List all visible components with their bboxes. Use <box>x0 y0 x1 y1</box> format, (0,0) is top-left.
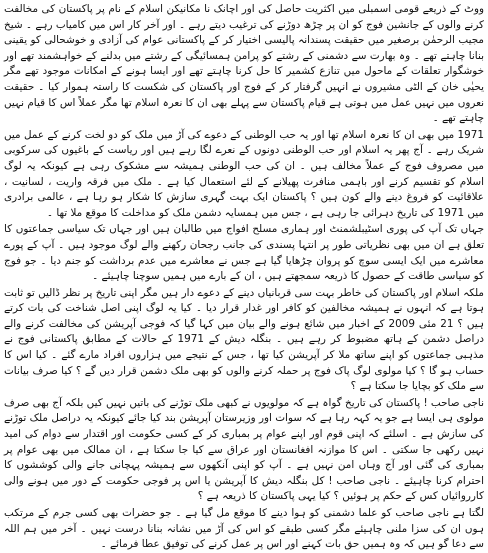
paragraph-5: ناجی صاحب ! پاکستان کی تاریخ گواہ ہے کہ مولویوں نے کبھی ملک توڑنے کی باتیں نہیں کیں بلکہ آج بھی صرف مولوی ہی ایسا ہے جو یہ کہہ رہا ہے کہ سوات اور وزیرستان آپریشن بند کیا جائے کیونکہ یہ دراصل ملک توڑنے کی سازش ہے ۔ اسلئے کہ اپنی قوم اور اپنے عوام پر بمباری کر کے کسی حکومت اور اقتدار سے دوام کی امید نہیں رکھی جا سکتی ۔ اس کا موازنہ افغانستان اور عراق سے کیا جا سکتا ہے ، ان ممالک میں بھی عوام پر بمباری کی گئی اور آج وہاں امن نہیں ہے ۔ آپ کو اپنی آنکھوں سے ہمیشہ پہچانی جانے والی کوششوں کا احترام کرنا چاہیئے ۔ ناجی صاحب ! کل بنگلہ دیش کا آپریشن یا اس پر فوجی حکومت کے دور میں ہونے والی کارروائیاں کس کے حکم پر ہوئیں ؟ کیا یہی پاکستان کا ذریعہ ہے ؟ <box>4 396 484 503</box>
paragraph-1: ووٹ کے ذریعے قومی اسمبلی میں اکثریت حاصل کی اور اچانک نا مکانیکن اسلام کے نام پر پاکستان کی مخالفت کرنے والوں کے جانشین فوج کو ان پر چڑھ دوڑنے کی ترغیب دیتے رہے ۔ اور آخر کار اس میں کامیاب رہے ۔ شیخ مجیب الرحمٰن برصغیر میں حقیقت پسندانہ پالیسی اختیار کر کے پاکستانی عوام کی آزادی و خوشحالی کو یقینی بنانا چاہتے تھے ۔ وہ بھارت سے دشمنی کے رشتے کو پرامن ہمسائیگی کے رشتے میں بدلنے کے خواہشمند تھے اور خوشگوار تعلقات کے ماحول میں تنازع کشمیر کا حل کرنا چاہتے تھے اور ایسا ہونے کے امکانات موجود تھے مگر یحیٰی خان کے الٹی مشیروں نے انہیں گرفتار کر کے فوج اور پاکستان کی شکست کا راستہ ہموار کیا ۔ حقیقت نعروں میں نہیں عمل میں ہوتی ہے قیام پاکستان سے پہلے بھی ان کا نعرہ اسلام تھا مگر عملاً اس کا قیام نہیں چاہتے تھے ۔ <box>4 3 484 125</box>
paragraph-2: 1971 میں بھی ان کا نعرہ اسلام تھا اور یہ حب الوطنی کے دعوے کی آڑ میں ملک کو دو لخت کرنے کے عمل میں شریک رہے ۔ آج پھر یہ اسلام اور حب الوطنی دونوں کے نعرے لگا رہے ہیں اور ریاست کے باغیوں کی سرکوبی میں مصروف فوج کے عملاً مخالف ہیں ۔ ان کی حب الوطنی ہمیشہ سے مشکوک رہی ہے کیونکہ یہ لوگ اسلام کو تقسیم کرنے اور باہمی منافرت پھیلانے کے لئے استعمال کیا ہے ۔ ملک میں فرقہ واریت ، لسانیت ، علاقائیت کو فروغ دینے والے کون ہیں ؟ پاکستان ایک بہت گہری سازش کا شکار ہو رہا ہے ، عالمی برادری میں 1971 کی تاریخ دہرائی جا رہی ہے ، جس میں ہمسایہ دشمن ملک کو مداخلت کا موقع ملا تھا ۔ <box>4 128 484 219</box>
paragraph-6: لگتا ہے ناجی صاحب کو علما دشمنی کو ہوا دینے کا موقع مل گیا ہے ۔ جو حضرات بھی کسی جرم کے مرتکب ہوں ان کی سزا ملنی چاہیئے مگر کسی طبقے کو اس کی آڑ میں نشانہ بنانا درست نہیں ۔ آخر میں ہم اللہ سے دعا گو ہیں کہ وہ ہمیں حق بات کہنے اور اس پر عمل کرنے کی توفیق عطا فرمائے ۔ <box>4 507 484 551</box>
paragraph-4: ملکہ اسلام اور پاکستان کی خاطر بہت سی قربانیاں دینے کے دعوے دار ہیں مگر اپنی تاریخ پر نظر ڈالیں تو ثابت ہوتا ہے کہ انہوں نے ہمیشہ مخالفین کو کافر اور غدار قرار دیا ۔ کیا یہ لوگ اپنی اصل شناخت کی بات کرتے ہیں ؟ 21 مئی 2009 کے اخبار میں شائع ہونے والے بیان میں کہا گیا کہ فوجی آپریشن کی مخالفت کرنے والے دراصل دشمن کے ہاتھ مضبوط کر رہے ہیں ۔ بنگلہ دیش کے 1971 کے حالات کے مطابق پاکستانی فوج نے مذہبی جماعتوں کو اپنے ساتھ ملا کر آپریشن کیا تھا ، جس کے نتیجے میں ہزاروں افراد مارے گئے ۔ کیا اس کا حساب ہو گا ؟ کیا مولوی لوگ پاک فوج پر حملہ کرنے والوں کو بھی ملک دشمن قرار دیں گے ؟ کیا صرف بیانات سے ملک کو بچایا جا سکتا ہے ؟ <box>4 286 484 393</box>
paragraph-3: جہاں تک آپ کی پوری اسٹیبلشمنٹ اور ہماری مسلح افواج میں طالبان ہیں اور جہاں تک سیاسی جماعتوں کا تعلق ہے ان میں بھی نظریاتی طور پر انتہا پسندی کی جانب رجحان رکھنے والے لوگ موجود ہیں ۔ آپ کے پورے معاشرے میں ایک ایسی سوچ کو پروان چڑھایا گیا ہے جس نے معاشرے میں عدم برداشت کو جنم دیا ۔ جو فوج کو سیاسی طاقت کے حصول کا ذریعہ سمجھتے ہیں ، ان کے بارے میں ہمیں سوچنا چاہیئے ۔ <box>4 223 484 283</box>
